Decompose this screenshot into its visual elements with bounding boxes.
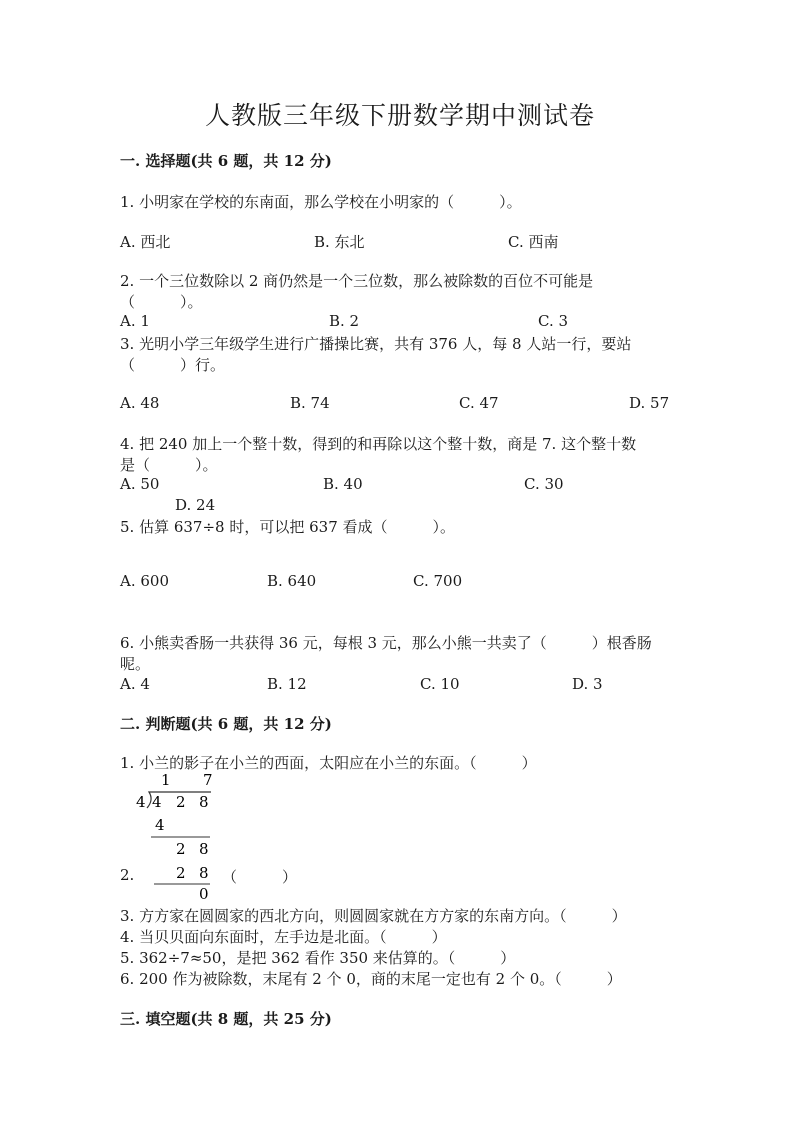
step-digit: 2 [176,864,186,882]
judge-question-5: 5. 362÷7≈50，是把 362 看作 350 来估算的。（ ） [120,949,516,967]
judge-question-6: 6. 200 作为被除数，末尾有 2 个 0，商的末尾一定也有 2 个 0。（ ） [120,970,622,988]
choice-5-option-b: B. 640 [267,572,317,590]
page-title: 人教版三年级下册数学期中测试卷 [204,101,595,130]
judge-question-2-paren: （ ） [222,868,298,886]
choice-6-option-b: B. 12 [267,675,307,693]
choice-question-6-line1: 6. 小熊卖香肠一共获得 36 元，每根 3 元，那么小熊一共卖了（ ）根香肠 [120,634,652,652]
quotient-digit: 1 [161,771,171,789]
choice-1-option-c: C. 西南 [508,233,559,251]
choice-question-4-line2: 是（ ）。 [120,456,218,474]
step-digit: 8 [199,840,209,858]
choice-6-option-a: A. 4 [120,675,150,693]
judge-question-1: 1. 小兰的影子在小兰的西面，太阳应在小兰的东面。（ ） [120,754,537,772]
choice-4-option-d: D. 24 [175,496,216,514]
choice-2-option-b: B. 2 [329,312,360,330]
choice-5-option-a: A. 600 [120,572,169,590]
judge-question-2-number: 2. [120,866,135,884]
choice-question-1: 1. 小明家在学校的东南面，那么学校在小明家的（ ）。 [120,193,522,211]
step-digit: 2 [176,840,186,858]
choice-3-option-b: B. 74 [290,394,330,412]
choice-3-option-c: C. 47 [459,394,499,412]
choice-6-option-d: D. 3 [572,675,603,693]
section-heading-judge: 二. 判断题(共 6 题，共 12 分) [120,715,332,733]
divisor: 4 [136,793,146,811]
choice-5-option-c: C. 700 [413,572,463,590]
choice-3-option-a: A. 48 [120,394,160,412]
choice-question-3-line2: （ ）行。 [120,356,226,374]
remainder-digit: 0 [199,885,209,903]
choice-1-option-a: A. 西北 [120,233,171,251]
choice-question-6-line2: 呢。 [120,655,151,673]
step-digit: 8 [199,864,209,882]
dividend-digit: 2 [176,793,186,811]
choice-4-option-a: A. 50 [120,475,160,493]
judge-question-4: 4. 当贝贝面向东面时，左手边是北面。（ ） [120,928,447,946]
quotient-digit: 7 [203,771,213,789]
choice-question-2-line1: 2. 一个三位数除以 2 商仍然是一个三位数，那么被除数的百位不可能是 [120,272,594,290]
choice-question-2-line2: （ ）。 [120,293,203,311]
choice-1-option-b: B. 东北 [314,233,365,251]
choice-4-option-c: C. 30 [524,475,564,493]
step-digit: 4 [155,816,165,834]
choice-question-5: 5. 估算 637÷8 时，可以把 637 看成（ ）。 [120,518,456,536]
judge-question-3: 3. 方方家在圆圆家的西北方向，则圆圆家就在方方家的东南方向。（ ） [120,907,627,925]
choice-2-option-a: A. 1 [120,312,150,330]
choice-2-option-c: C. 3 [538,312,569,330]
dividend-digit: 4 [152,793,162,811]
choice-question-4-line1: 4. 把 240 加上一个整十数，得到的和再除以这个整十数，商是 7. 这个整十数 [120,435,637,453]
section-heading-fill: 三. 填空题(共 8 题，共 25 分) [120,1010,332,1028]
section-heading-choice: 一. 选择题(共 6 题，共 12 分) [120,152,332,170]
choice-6-option-c: C. 10 [420,675,460,693]
dividend-digit: 8 [199,793,209,811]
choice-question-3-line1: 3. 光明小学三年级学生进行广播操比赛，共有 376 人，每 8 人站一行，要站 [120,335,632,353]
choice-3-option-d: D. 57 [629,394,670,412]
choice-4-option-b: B. 40 [323,475,363,493]
